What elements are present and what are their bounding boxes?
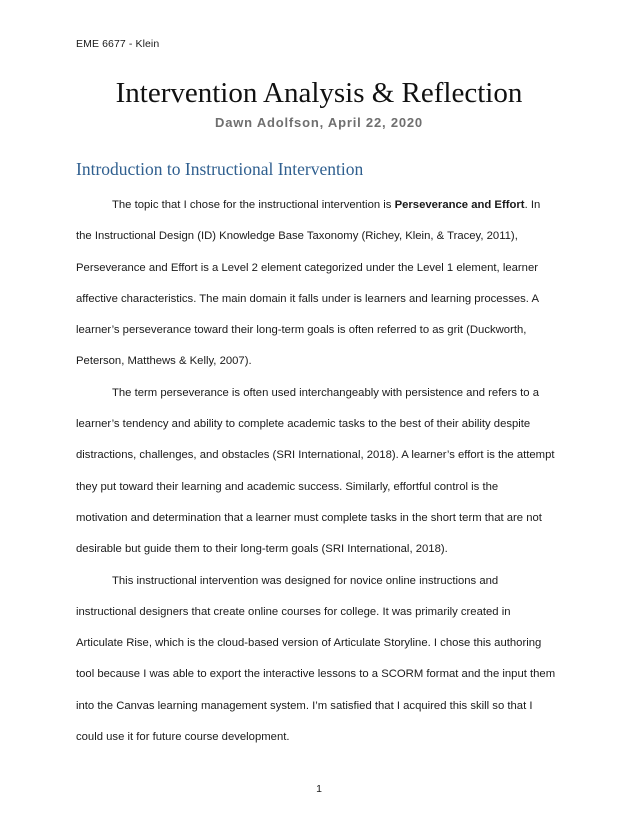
bold-term: Perseverance and Effort: [394, 199, 525, 211]
text-line: instructional designers that create online courses for college. It was primarily created in: [76, 605, 511, 618]
text-line: learner’s tendency and ability to complete academic tasks to the best of their ability despite: [76, 418, 531, 431]
text-line: affective characteristics. The main domain it falls under is learners and learning processes. A: [76, 292, 539, 305]
text-line: [76, 195, 563, 226]
text-line: the Instructional Design (ID) Knowledge Base Taxonomy (Richey, Klein, & Tracey, 2011),: [76, 230, 518, 243]
text-line: tool because I was able to export the interactive lessons to a SCORM format and the input them: [76, 668, 556, 681]
paragraph-3: [76, 571, 563, 759]
text-line: they put toward their learning and academic success. Similarly, effortful control is the: [76, 480, 499, 493]
text-line: distractions, challenges, and obstacles (SRI International, 2018). A learner’s effort is the attempt: [76, 449, 555, 462]
text-line: The term perseverance is often used interchangeably with persistence and refers to a: [112, 386, 540, 399]
text-line: Perseverance and Effort is a Level 2 element categorized under the Level 1 element, learner: [76, 261, 538, 274]
text-line: could use it for future course development.: [76, 731, 290, 744]
paragraph-1: [76, 195, 563, 383]
body-text: [76, 195, 563, 758]
text-line: This instructional intervention was designed for novice online instructions and: [112, 574, 499, 587]
text-line: desirable but guide them to their long-term goals (SRI International, 2018).: [76, 543, 448, 556]
text-line: learner’s perseverance toward their long-term goals is often referred to as grit (Duckworth,: [76, 324, 527, 337]
text-line: Peterson, Matthews & Kelly, 2007).: [76, 355, 252, 368]
paragraph-2: [76, 383, 563, 571]
section-heading: Introduction to Instructional Intervention: [76, 159, 364, 179]
document-title: Intervention Analysis & Reflection: [115, 77, 523, 109]
text-run: . In: [524, 199, 541, 211]
running-header: EME 6677 - Klein: [76, 38, 160, 50]
text-line: Articulate Rise, which is the cloud-based version of Articulate Storyline. I chose this authoring: [76, 637, 542, 650]
text-line: into the Canvas learning management system. I’m satisfied that I acquired this skill so that I: [76, 699, 533, 712]
text-run: The topic that I chose for the instructional intervention is: [112, 199, 395, 211]
author-date-subtitle: Dawn Adolfson, April 22, 2020: [215, 115, 423, 130]
text-line: motivation and determination that a learner must complete tasks in the short term that are not: [76, 511, 542, 524]
page-number: 1: [316, 783, 322, 795]
